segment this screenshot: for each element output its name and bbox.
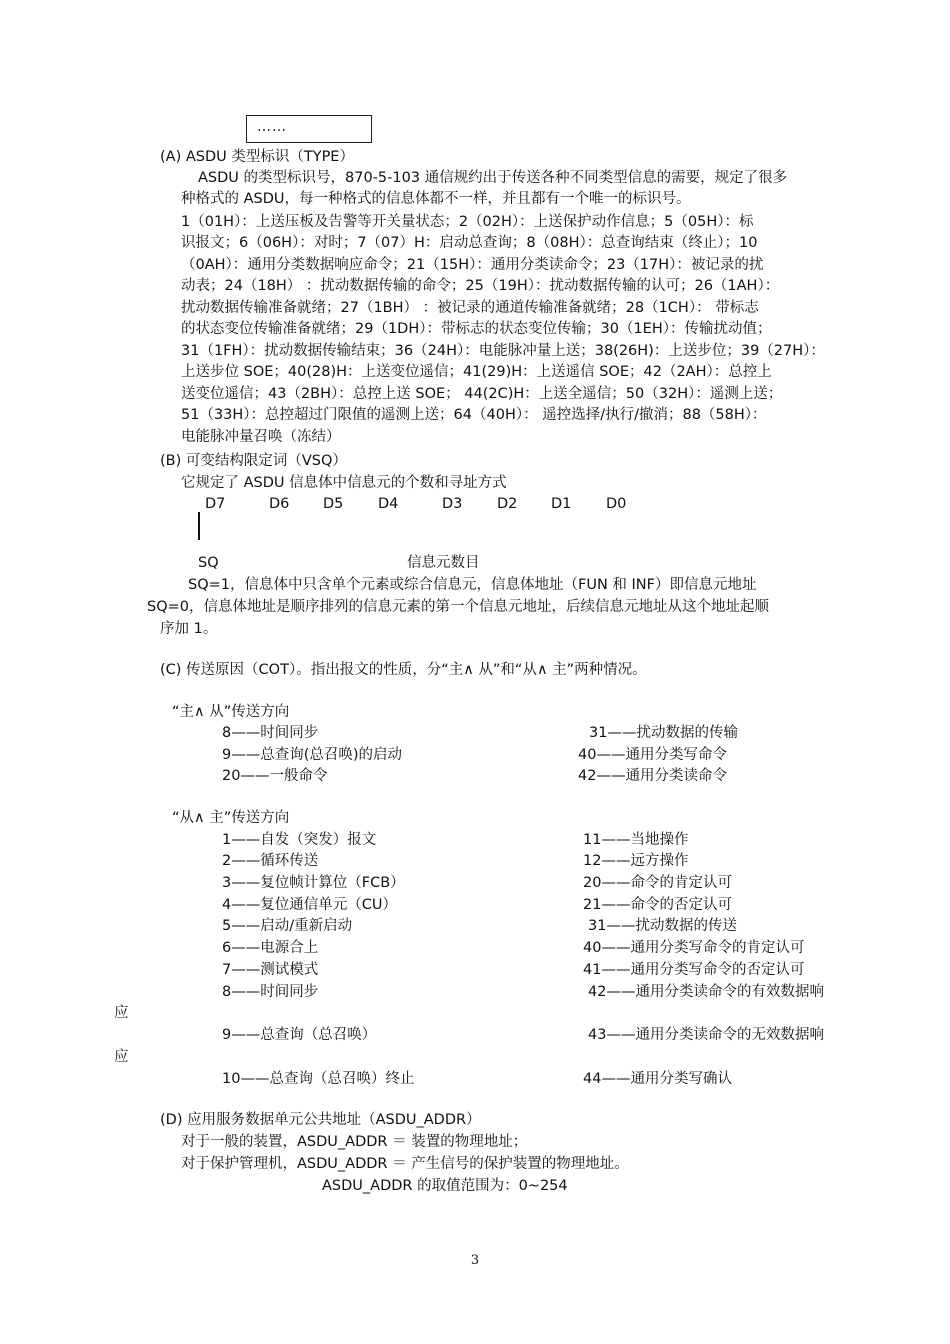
s2m-item: 41——通用分类写命令的否定认可 <box>583 962 805 978</box>
s2m-item: 44——通用分类写确认 <box>583 1071 732 1087</box>
vsq-heading: (B) 可变结构限定词（VSQ） <box>160 453 347 469</box>
m2s-item: 9——总查询(总召唤)的启动 <box>222 747 403 763</box>
sq0-description-line2: 序加 1。 <box>160 621 218 637</box>
addr-heading: (D) 应用服务数据单元公共地址（ASDU_ADDR） <box>160 1112 481 1128</box>
bit-label-d2: D2 <box>497 496 518 512</box>
type-intro-line1: ASDU 的类型标识号，870-5-103 通信规约出于传送各种不同类型信息的需要，规定了很多 <box>198 170 788 186</box>
count-label: 信息元数目 <box>407 555 480 571</box>
bit-label-d4: D4 <box>378 496 399 512</box>
s2m-item: 10——总查询（总召唤）终止 <box>222 1071 415 1087</box>
type-list-line: 送变位遥信；43（2BH）：总控上送 SOE； 44(2C)H：上送全遥信；50（32H）：遥测上送； <box>181 386 783 402</box>
s2m-item: 12——远方操作 <box>583 853 689 869</box>
s2m-item: 1——自发（突发）报文 <box>222 832 377 848</box>
m2s-item: 8——时间同步 <box>222 725 319 741</box>
bit-label-d3: D3 <box>442 496 463 512</box>
bit-label-d6: D6 <box>269 496 290 512</box>
m2s-item: 31——扰动数据的传输 <box>589 725 738 741</box>
sq-bit-marker <box>198 512 200 540</box>
type-list-line: 识报文；6（06H）：对时；7（07）H：启动总查询；8（08H）：总查询结束（终止）；10 <box>181 235 758 251</box>
type-list-line: 扰动数据传输准备就绪；27（1BH） ：被记录的通道传输准备就绪；28（1CH）： 带标志 <box>181 300 759 316</box>
type-list-line: 电能脉冲量召唤（冻结） <box>181 429 341 445</box>
s2m-item: 6——电源合上 <box>222 940 319 956</box>
type-list-line: 1（01H）：上送压板及告警等开关量状态；2（02H）：上送保护动作信息；5（05H）：标 <box>181 214 754 230</box>
s2m-item: 42——通用分类读命令的有效数据响 <box>588 984 824 1000</box>
type-list-line: 51（33H）：总控超过门限值的遥测上送；64（40H）： 遥控选择/执行/撤消；88（58H）： <box>181 407 767 423</box>
s2m-item: 7——测试模式 <box>222 962 319 978</box>
s2m-item: 11——当地操作 <box>583 832 689 848</box>
m2s-item: 20——一般命令 <box>222 768 328 784</box>
s2m-item: 3——复位帧计算位（FCB） <box>222 875 405 891</box>
page-number: 3 <box>470 1253 480 1268</box>
s2m-item: 2——循环传送 <box>222 853 319 869</box>
bit-label-d7: D7 <box>205 496 226 512</box>
wrapped-char: 应 <box>114 1049 129 1065</box>
type-list-line: 动表；24（18H） ：扰动数据传输的命令；25（19H）：扰动数据传输的认可；26（1AH）： <box>181 278 780 294</box>
vsq-intro: 它规定了 ASDU 信息体中信息元的个数和寻址方式 <box>181 475 507 491</box>
type-intro-line2: 种格式的 ASDU，每一种格式的信息体都不一样，并且都有一个唯一的标识号。 <box>181 191 691 207</box>
m2s-item: 40——通用分类写命令 <box>578 747 727 763</box>
wrapped-char: 应 <box>114 1005 129 1021</box>
addr-range: ASDU_ADDR 的取值范围为：0~254 <box>322 1178 568 1194</box>
ellipsis-box: …… <box>246 115 372 143</box>
s2m-item: 9——总查询（总召唤） <box>222 1027 377 1043</box>
s2m-item: 8——时间同步 <box>222 984 319 1000</box>
s2m-item: 31——扰动数据的传送 <box>588 918 737 934</box>
cot-heading: (C) 传送原因（COT）。指出报文的性质，分“主∧ 从”和“从∧ 主”两种情况。 <box>160 662 647 678</box>
s2m-item: 40——通用分类写命令的肯定认可 <box>583 940 805 956</box>
master-to-slave-title: “主∧ 从”传送方向 <box>172 704 290 720</box>
sq-label: SQ <box>198 555 219 571</box>
type-list-line: 31（1FH）：扰动数据传输结束；36（24H）：电能脉冲量上送；38(26H)：上送步位；39（27H）： <box>181 343 825 359</box>
type-list-line: 上送步位 SOE；40(28)H：上送变位遥信；41(29)H：上送遥信 SOE；42（2AH）：总控上 <box>181 364 772 380</box>
slave-to-master-title: “从∧ 主”传送方向 <box>172 810 290 826</box>
type-list-line: 的状态变位传输准备就绪；29（1DH）：带标志的状态变位传输；30（1EH）：传输扰动值； <box>181 321 772 337</box>
s2m-item: 43——通用分类读命令的无效数据响 <box>588 1027 824 1043</box>
s2m-item: 20——命令的肯定认可 <box>583 875 732 891</box>
sq0-description-line1: SQ=0，信息体地址是顺序排列的信息元素的第一个信息元地址，后续信息元地址从这个地址起顺 <box>147 599 769 615</box>
addr-line2: 对于保护管理机，ASDU_ADDR ＝ 产生信号的保护装置的物理地址。 <box>181 1156 629 1172</box>
s2m-item: 5——启动/重新启动 <box>222 918 353 934</box>
m2s-item: 42——通用分类读命令 <box>578 768 727 784</box>
s2m-item: 21——命令的否定认可 <box>583 897 732 913</box>
bit-label-d0: D0 <box>606 496 627 512</box>
s2m-item: 4——复位通信单元（CU） <box>222 897 397 913</box>
bit-label-d1: D1 <box>551 496 572 512</box>
sq1-description: SQ=1，信息体中只含单个元素或综合信息元，信息体地址（FUN 和 INF）即信息元地址 <box>188 577 757 593</box>
type-heading: (A) ASDU 类型标识（TYPE） <box>160 149 354 165</box>
addr-line1: 对于一般的装置，ASDU_ADDR ＝ 装置的物理地址； <box>181 1134 528 1150</box>
bit-label-d5: D5 <box>323 496 344 512</box>
type-list-line: （0AH）：通用分类数据响应命令；21（15H）：通用分类读命令；23（17H）：被记录的扰 <box>181 257 764 273</box>
